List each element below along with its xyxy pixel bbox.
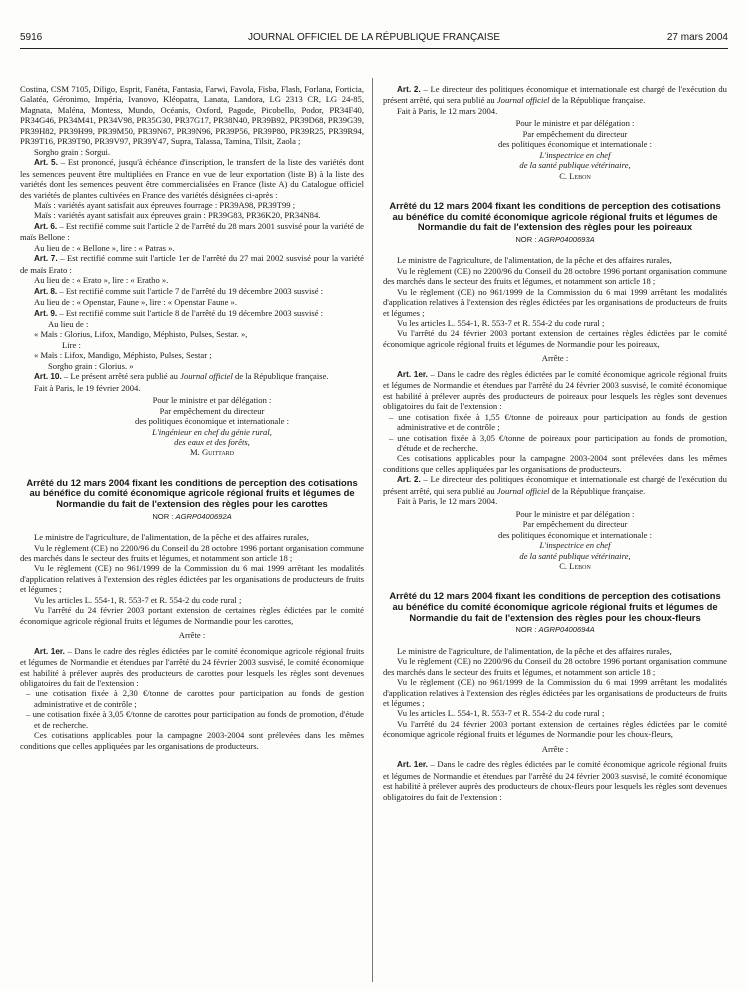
right-column: [383, 84, 727, 802]
decree-title-poireaux: Arrêté du 12 mars 2004 fixant les conditions de perception des cotisations au bénéfice du comité économique agricole régional fruits et légumes de Normandie du fait de l'extension des règles pour les poireaux: [389, 200, 721, 233]
signature-block: Pour le ministre et par délégation : Par empêchement du directeur des politiques économique et internationale : L'ingénieur en chef du génie rural, des eaux et des forêts, M. Guittard: [60, 395, 364, 458]
visa-3: Vu les articles L. 554-1, R. 553-7 et R. 554-2 du code rural ;: [397, 708, 605, 719]
variety-list: Costina, CSM 7105, Diligo, Esprit, Fanéta, Fantasia, Farwi, Favola, Fisba, Flash, Forlana, Forticia, Galatéa, Géronimo, Impéria, Ivanovo, Kléopatra, Lanata, Landora, LG 2313 CR, LG 24-85, Magnata, Maléna, Montess, Mundo, Océanis, Oxford, Pagode, Picobello, Podor, PR34F40, PR34G46, PR34M41, PR34V98, PR35G30, PR37G17, PR38N40, PR39B92, PR39D68, PR39G39, PR39H82, PR39H99, PR39M50, PR39N67, PR39N96, PR39P56, PR39P80, PR39R25, PR39R94, PR39T16, PR39T90, PR39V97, PR39Y47, Supra, Talassa, Tamina, Tilsit, Zaola ;: [20, 84, 364, 147]
art9-lire: Lire :: [62, 339, 81, 350]
page-header: [20, 32, 728, 48]
article-7: Art. 7. – Est rectifié comme suit l'article 1er de l'arrêté du 27 mai 2002 susvisé pour la variété de maïs Erato :: [20, 253, 364, 275]
signatory-name: M. Guittard: [190, 447, 234, 458]
signature-block: Pour le ministre et par délégation : Par empêchement du directeur des politiques économique et internationale : L'inspectrice en chef de la santé publique vétérinaire, C. Lebon: [423, 509, 727, 572]
signature-place-date: Fait à Paris, le 19 février 2004.: [34, 382, 141, 393]
header-rule: [20, 48, 728, 49]
preamble: Le ministre de l'agriculture, de l'alimentation, de la pêche et des affaires rurales,: [397, 645, 672, 656]
art9-au-lieu: Au lieu de :: [48, 318, 89, 329]
art9-new1: « Maïs : Lifox, Mandigo, Méphisto, Pulses, Sestar ;: [34, 350, 212, 361]
signature-block: Pour le ministre et par délégation : Par empêchement du directeur des politiques économique et internationale : L'inspectrice en chef de la santé publique vétérinaire, C. Lebon: [423, 118, 727, 181]
art6-line: Au lieu de : « Bellone », lire : « Patras ».: [34, 242, 175, 253]
article-2: Art. 2. – Le directeur des politiques économique et internationale est chargé de l'exécution du présent arrêté, qui sera publié au Journal officiel de la République française.: [383, 474, 727, 496]
visa-1: Vu le règlement (CE) no 2200/96 du Conseil du 28 octobre 1996 portant organisation commune des marchés dans le secteur des fruits et légumes, et notamment son article 18 ;: [383, 265, 727, 287]
arrete-heading: Arrête :: [541, 353, 569, 364]
nor-reference: NOR : AGRP0400694A: [515, 625, 595, 635]
visa-2: Vu le règlement (CE) no 961/1999 de la Commission du 6 mai 1999 arrêtant les modalités d'application relatives à l'extension des règles édictées par les organisations de producteurs de fruits et légumes ;: [20, 563, 364, 595]
visa-3: Vu les articles L. 554-1, R. 553-7 et R. 554-2 du code rural ;: [34, 594, 242, 605]
art1-bullet-2: – une cotisation fixée à 3,05 €/tonne de poireaux pour participation au fonds de promotion, d'étude et de recherche.: [389, 432, 727, 454]
article-8: Art. 8. – Est rectifié comme suit l'article 7 de l'arrêté du 19 décembre 2003 susvisé :: [34, 285, 324, 296]
preamble: Le ministre de l'agriculture, de l'alimentation, de la pêche et des affaires rurales,: [397, 255, 672, 266]
signatory-name: C. Lebon: [559, 561, 591, 571]
article-5: Art. 5. – Est prononcé, jusqu'à échéance d'inscription, le transfert de la liste des variétés dont les semences peuvent être multipliées en France en vue de leur exportation (liste B) à la liste des variétés dont les semences peuvent être commercialisées en France (liste A) du Catalogue officiel des variétés de plantes cultivées en France des variétés désignées ci-après :: [20, 157, 364, 200]
signature-place-date: Fait à Paris, le 12 mars 2004.: [397, 105, 498, 116]
art8-line: Au lieu de : « Openstar, Faune », lire : « Openstar Faune ».: [34, 297, 237, 308]
sorgho-line: Sorgho grain : Sorgui.: [34, 146, 111, 157]
nor-reference: NOR : AGRP0400693A: [515, 234, 595, 244]
nor-reference: NOR : AGRP0400692A: [152, 511, 232, 521]
signatory-name: C. Lebon: [559, 170, 591, 181]
arrete-heading: Arrête :: [541, 743, 569, 754]
page-number: 5916: [20, 32, 43, 43]
decree-title-carottes: Arrêté du 12 mars 2004 fixant les conditions de perception des cotisations au bénéfice du comité économique agricole régional fruits et légumes de Normandie du fait de l'extension des règles pour les carottes: [26, 476, 358, 510]
art5-mais-grain: Maïs : variétés ayant satisfait aux épreuves grain : PR39G83, PR36K20, PR34N84.: [34, 210, 321, 221]
visa-4: Vu l'arrêté du 24 février 2003 portant extension de certaines règles édictées par le comité économique agricole régional fruits et légumes de Normandie pour les choux-fleurs,: [383, 718, 727, 740]
decree-title-choux-fleurs: Arrêté du 12 mars 2004 fixant les conditions de perception des cotisations au bénéfice du comité économique agricole régional fruits et légumes de Normandie du fait de l'extension des règles pour les choux-fleurs: [389, 590, 721, 623]
signature-place-date: Fait à Paris, le 12 mars 2004.: [397, 496, 498, 507]
art1-closing: Ces cotisations applicables pour la campagne 2003-2004 sont prélevées dans les mêmes conditions que celles appliquées par les organisations de producteurs.: [20, 730, 364, 751]
visa-3: Vu les articles L. 554-1, R. 553-7 et R. 554-2 du code rural ;: [397, 318, 605, 329]
visa-4: Vu l'arrêté du 24 février 2003 portant extension de certaines règles édictées par le comité économique agricole régional fruits et légumes de Normandie pour les carottes,: [20, 605, 364, 626]
issue-date: 27 mars 2004: [666, 32, 728, 43]
art1-bullet-2: – une cotisation fixée à 3,05 €/tonne de carottes pour participation au fonds de promotion, d'étude et de recherche.: [26, 709, 364, 730]
art9-new2: Sorgho grain : Glorius. »: [48, 360, 134, 371]
art7-line: Au lieu de : « Erato », lire : « Eratho ».: [34, 275, 169, 286]
visa-1: Vu le règlement (CE) no 2200/96 du Conseil du 28 octobre 1996 portant organisation commune des marchés dans le secteur des fruits et légumes, et notamment son article 18 ;: [20, 542, 364, 563]
art1-bullet-1: – une cotisation fixée à 1,55 €/tonne de poireaux pour participation au fonds de gestion administrative et de contrôle ;: [389, 411, 727, 433]
art5-mais-fourrage: Maïs : variétés ayant satisfait aux épreuves fourrage : PR39A98, PR39T99 ;: [34, 199, 296, 210]
article-1: Art. 1er. – Dans le cadre des règles édictées par le comité économique agricole régional fruits et légumes de Normandie et étendues par l'arrêté du 24 février 2003 susvisé, le comité économique est habilité à prélever auprès des producteurs de poireaux pour lesquels les règles sont devenues obligatoires du fait de l'extension :: [383, 368, 727, 412]
article-1: Art. 1er. – Dans le cadre des règles édictées par le comité économique agricole régional fruits et légumes de Normandie et étendues par l'arrêté du 24 février 2003 susvisé, le comité économique est habilité à prélever auprès des producteurs de choux-fleurs pour lesquels les règles sont devenues obligatoires du fait de l'extension :: [383, 759, 727, 802]
art1-closing: Ces cotisations applicables pour la campagne 2003-2004 sont prélevées dans les mêmes conditions que celles appliquées par les organisations de producteurs.: [383, 453, 727, 474]
article-2: Art. 2. – Le directeur des politiques économique et internationale est chargé de l'exécution du présent arrêté, qui sera publié au Journal officiel de la République française.: [383, 84, 727, 106]
preamble: Le ministre de l'agriculture, de l'alimentation, de la pêche et des affaires rurales,: [34, 532, 309, 543]
article-6: Art. 6. – Est rectifié comme suit l'article 2 de l'arrêté du 28 mars 2001 susvisé pour la variété de maïs Bellone :: [20, 220, 364, 243]
arrete-heading: Arrête :: [178, 630, 206, 641]
article-10: Art. 10. – Le présent arrêté sera publié au Journal officiel de la République française.: [34, 371, 329, 382]
visa-2: Vu le règlement (CE) no 961/1999 de la Commission du 6 mai 1999 arrêtant les modalités d'application relatives à l'extension des règles édictées par les organisations de producteurs de fruits et légumes ;: [383, 677, 727, 708]
visa-4: Vu l'arrêté du 24 février 2003 portant extension de certaines règles édictées par le comité économique agricole régional fruits et légumes de Normandie pour les poireaux,: [383, 328, 727, 349]
article-9: Art. 9. – Est rectifié comme suit l'article 8 de l'arrêté du 19 décembre 2003 susvisé :: [34, 307, 324, 318]
column-divider: [372, 78, 373, 982]
journal-title: JOURNAL OFFICIEL DE LA RÉPUBLIQUE FRANÇAISE: [247, 32, 501, 43]
visa-1: Vu le règlement (CE) no 2200/96 du Conseil du 28 octobre 1996 portant organisation commune des marchés dans le secteur des fruits et légumes, et notamment son article 18 ;: [383, 656, 727, 677]
article-1: Art. 1er. – Dans le cadre des règles édictées par le comité économique agricole régional fruits et légumes de Normandie et étendues par l'arrêté du 24 février 2003 susvisé, le comité économique est habilité à prélever auprès des producteurs de carottes pour lesquels les règles sont devenues obligatoires du fait de l'extension :: [20, 645, 364, 688]
art1-bullet-1: – une cotisation fixée à 2,30 €/tonne de carottes pour participation au fonds de gestion administrative et de contrôle ;: [26, 688, 364, 709]
visa-2: Vu le règlement (CE) no 961/1999 de la Commission du 6 mai 1999 arrêtant les modalités d'application relatives à l'extension des règles édictées par les organisations de producteurs de fruits et légumes ;: [383, 286, 727, 318]
art9-old: « Maïs : Glorius, Lifox, Mandigo, Méphisto, Pulses, Sestar. »,: [34, 329, 248, 340]
left-column: [20, 84, 364, 751]
